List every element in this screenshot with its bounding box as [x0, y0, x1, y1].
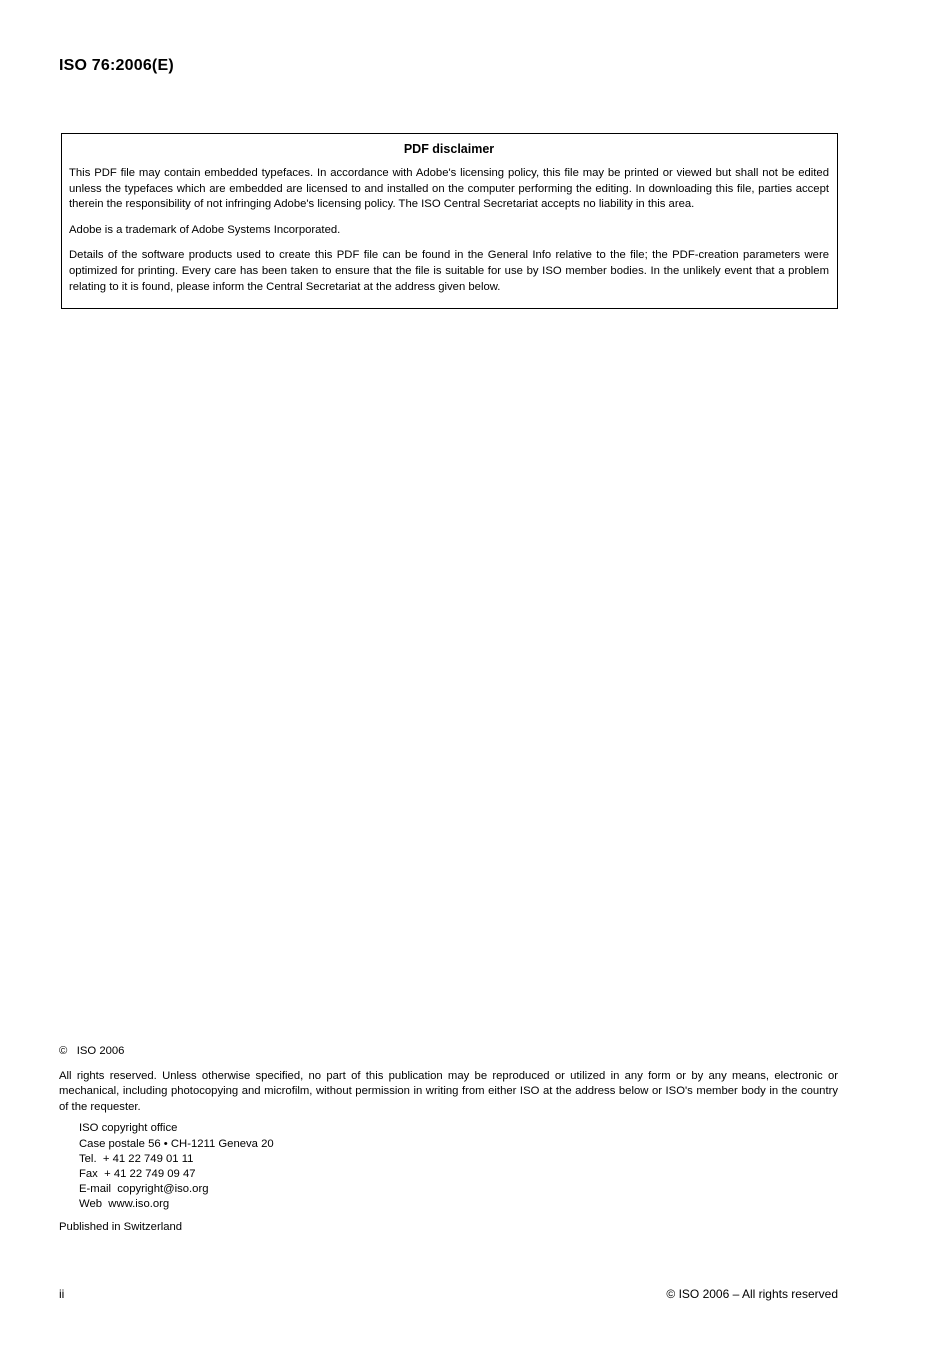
rights-paragraph: All rights reserved. Unless otherwise specified, no part of this publication may be reproduced or utilized in any form or by any means, electronic or mechanical, including photocopying and microfilm, without permission in writing from either ISO at the address below or ISO's member body in the country of the requester.: [59, 1069, 838, 1113]
address-line-email: E-mail copyright@iso.org: [79, 1183, 209, 1196]
document-reference: ISO 76:2006(E): [59, 57, 174, 74]
address-block: [79, 1121, 838, 1212]
disclaimer-paragraph-1: This PDF file may contain embedded typefaces. In accordance with Adobe's licensing policy, this file may be printed or viewed but shall not be edited unless the typefaces which are embedded are licensed to and installed on the computer performing the editing. In downloading this file, parties accept therein the responsibility of not infringing Adobe's licensing policy. The ISO Central Secretariat accepts no liability in this area.: [69, 167, 829, 211]
pdf-disclaimer-box: [61, 133, 838, 309]
published-line: Published in Switzerland: [59, 1220, 183, 1233]
disclaimer-title: PDF disclaimer: [403, 142, 495, 156]
copyright-section: [59, 1044, 838, 1235]
footer-copyright-notice: © ISO 2006 – All rights reserved: [666, 1287, 838, 1301]
copyright-symbol-line: © ISO 2006: [59, 1045, 125, 1057]
disclaimer-paragraph-3: Details of the software products used to create this PDF file can be found in the General Info relative to the file; the PDF-creation parameters were optimized for printing. Every care has been taken to ensure that the file is suitable for use by ISO member bodies. In the unlikely event that a problem relating to it is found, please inform the Central Secretariat at the address given below.: [69, 249, 829, 293]
address-line-web: Web www.iso.org: [79, 1198, 170, 1211]
page-number: ii: [59, 1287, 65, 1301]
address-line-office: ISO copyright office: [79, 1122, 178, 1135]
disclaimer-paragraph-2: Adobe is a trademark of Adobe Systems Incorporated.: [69, 223, 341, 236]
address-line-tel: Tel. + 41 22 749 01 11: [79, 1152, 194, 1165]
address-line-fax: Fax + 41 22 749 09 47: [79, 1167, 196, 1180]
address-line-postal: Case postale 56 • CH-1211 Geneva 20: [79, 1137, 274, 1150]
page-footer: [59, 1287, 838, 1301]
